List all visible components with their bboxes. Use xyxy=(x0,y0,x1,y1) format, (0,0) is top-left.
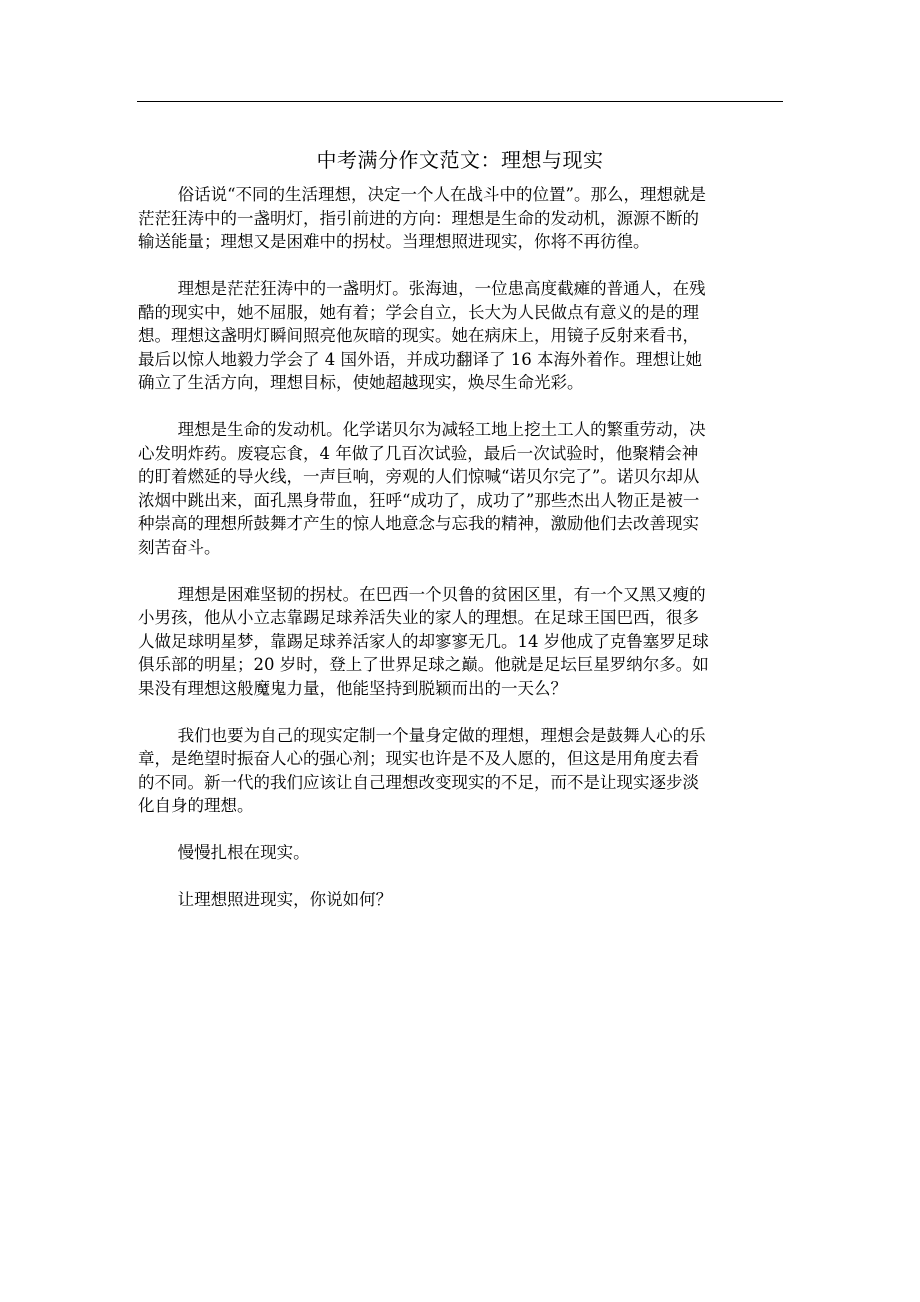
text-line: 理想是困难坚韧的拐杖。在巴西一个贝鲁的贫困区里，有一个又黑又瘦的 xyxy=(177,584,706,604)
text-line: 我们也要为自己的现实定制一个量身定做的理想，理想会是鼓舞人心的乐 xyxy=(177,725,706,745)
text-line: 果没有理想这般魔鬼力量，他能坚持到脱颖而出的一天么？ xyxy=(138,678,567,698)
text-line: 章，是绝望时振奋人心的强心剂；现实也许是不及人愿的，但这是用角度去看 xyxy=(138,749,699,768)
text-line: 慢慢扎根在现实。 xyxy=(177,843,310,862)
text-line: 的不同。新一代的我们应该让自己理想改变现实的不足，而不是让现实逐步淡 xyxy=(138,772,699,792)
paragraph-1 xyxy=(138,183,778,254)
header-rule xyxy=(137,101,783,102)
text-line: 俗话说“不同的生活理想，决定一个人在战斗中的位置”。那么，理想就是 xyxy=(177,185,706,204)
paragraph-7 xyxy=(138,888,778,912)
text-line: 理想是生命的发动机。化学诺贝尔为减轻工地上挖土工人的繁重劳动，决 xyxy=(177,420,706,439)
paragraph-6 xyxy=(138,841,778,865)
paragraph-2 xyxy=(138,277,778,395)
text-line: 输送能量；理想又是困难中的拐杖。当理想照进现实，你将不再彷徨。 xyxy=(138,232,650,251)
text-line: 刻苦奋斗。 xyxy=(138,537,221,557)
text-line: 茫茫狂涛中的一盏明灯，指引前进的方向：理想是生命的发动机，源源不断的 xyxy=(138,208,699,228)
text-line: 让理想照进现实，你说如何？ xyxy=(177,890,393,909)
text-line: 最后以惊人地毅力学会了 4 国外语，并成功翻译了 16 本海外着作。理想让她 xyxy=(138,349,702,369)
text-line: 心发明炸药。废寝忘食，4 年做了几百次试验，最后一次试验时，他聚精会神 xyxy=(138,443,699,463)
text-line: 想。理想这盏明灯瞬间照亮他灰暗的现实。她在病床上，用镜子反射来看书， xyxy=(138,326,699,345)
text-line: 确立了生活方向，理想目标，使她超越现实，焕尽生命光彩。 xyxy=(138,373,584,392)
text-line: 种崇高的理想所鼓舞才产生的惊人地意念与忘我的精神，激励他们去改善现实 xyxy=(138,514,699,533)
text-line: 人做足球明星梦，靠踢足球养活家人的却寥寥无几。14 岁他成了克鲁塞罗足球 xyxy=(138,631,709,651)
paragraph-3 xyxy=(138,418,778,559)
text-line: 小男孩，他从小立志靠踢足球养活失业的家人的理想。在足球王国巴西，很多 xyxy=(138,608,699,627)
paragraph-4 xyxy=(138,583,778,701)
text-line: 浓烟中跳出来，面孔黑身带血，狂呼“成功了，成功了”那些杰出人物正是被一 xyxy=(138,490,700,510)
text-line: 俱乐部的明星；20 岁时，登上了世界足球之巅。他就是足坛巨星罗纳尔多。如 xyxy=(138,655,709,674)
text-line: 理想是茫茫狂涛中的一盏明灯。张海迪，一位患高度截瘫的普通人，在残 xyxy=(177,279,706,298)
document-body xyxy=(138,183,778,935)
text-line: 的盯着燃延的导火线，一声巨响，旁观的人们惊喊“诺贝尔完了”。诺贝尔却从 xyxy=(138,467,700,486)
text-line: 化自身的理想。 xyxy=(138,796,254,815)
document-title: 中考满分作文范文：理想与现实 xyxy=(316,148,604,172)
paragraph-5 xyxy=(138,724,778,818)
text-line: 酷的现实中，她不屈服，她有着；学会自立，长大为人民做点有意义的是的理 xyxy=(138,302,699,322)
